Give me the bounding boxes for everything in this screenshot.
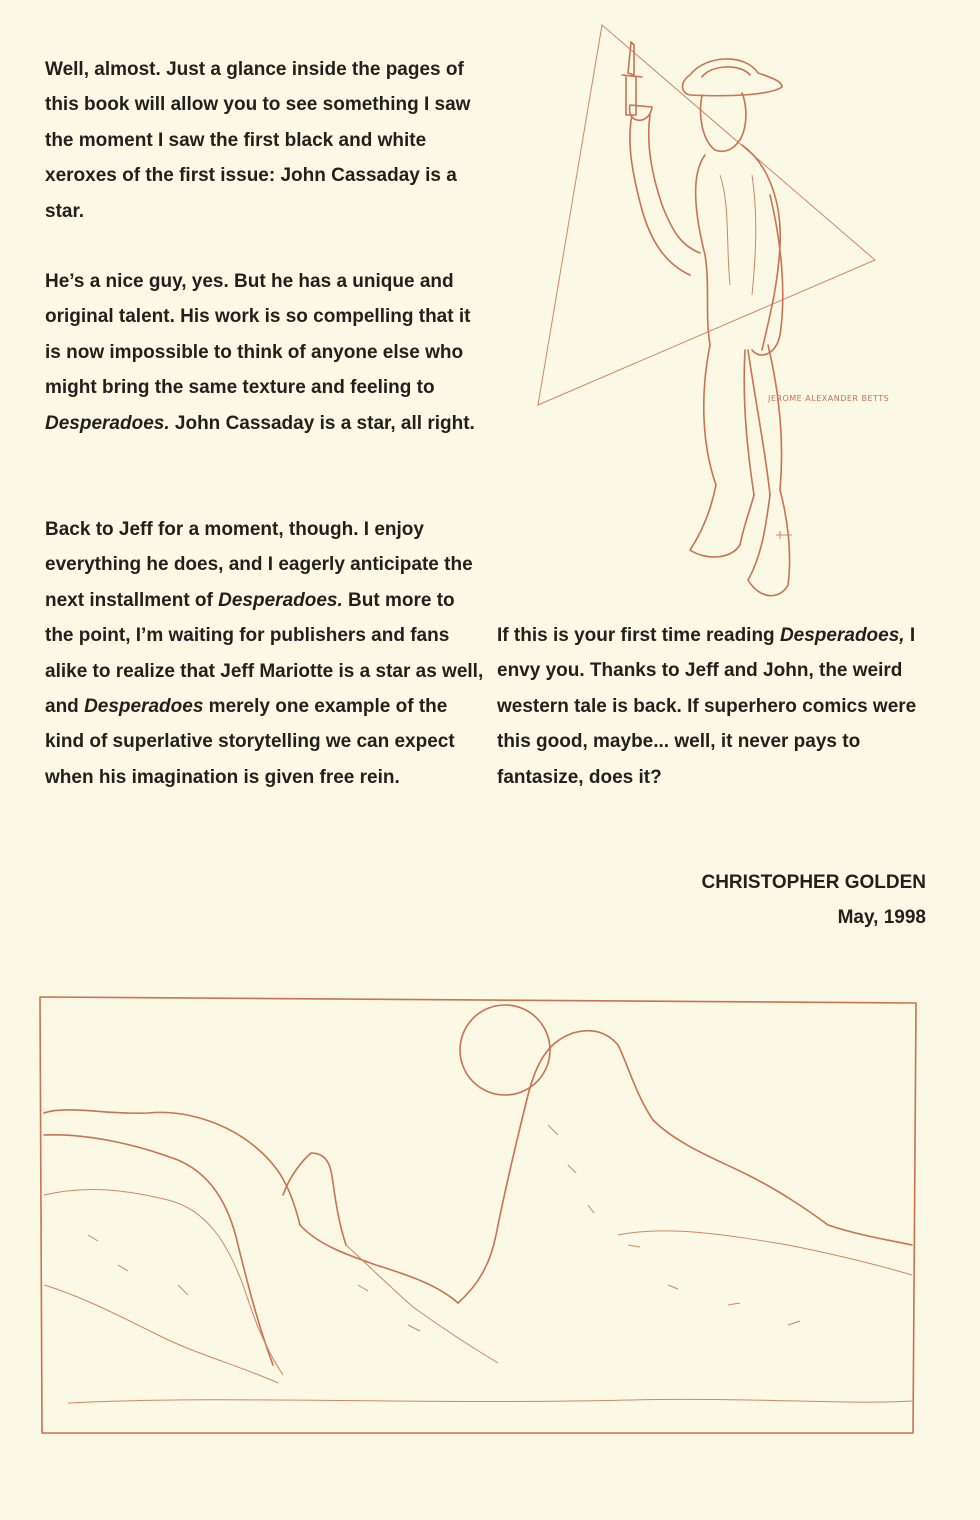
hand-drawing xyxy=(630,105,652,120)
title-desperadoes: Desperadoes. xyxy=(218,589,343,611)
lowered-arm-drawing xyxy=(752,195,783,355)
paragraph-4-text-b: I envy you. Thanks to Jeff and John, the weird western tale is back. If superhero comics were this good, maybe... well, it never pays to fantasize, does it? xyxy=(497,625,917,788)
desert-landscape-illustration xyxy=(28,985,928,1455)
boots-drawing xyxy=(690,485,792,596)
paragraph-4-text-a: If this is your first time reading xyxy=(497,625,780,646)
paragraph-2-text-a: He’s a nice guy, yes. But he has a unique and original talent. His work is so compelling that it is now impossible to think of anyone else who might bring the same texture and feeling to xyxy=(45,271,471,399)
author-date: May, 1998 xyxy=(837,907,926,928)
paragraph-4 xyxy=(497,618,937,795)
paragraph-1: Well, almost. Just a glance inside the pages of this book will allow you to see something I saw the moment I saw the first black and white xeroxes of the first issue: John Cassaday is a star. xyxy=(45,59,471,222)
sun-drawing xyxy=(460,1005,550,1095)
title-desperadoes: Desperadoes. xyxy=(45,412,170,434)
paragraph-3-text-b: But more to the point, I’m waiting for publishers and fans alike to realize that Jeff Mariotte is a star as well, and xyxy=(45,589,484,718)
triangle-outline xyxy=(538,25,875,405)
frame-border xyxy=(40,997,916,1433)
cowboy-figure-illustration xyxy=(530,15,890,615)
paragraph-2 xyxy=(45,264,485,441)
knife-drawing xyxy=(622,42,642,115)
author-name: CHRISTOPHER GOLDEN xyxy=(701,872,926,893)
artist-signature: JEROME ALEXANDER BETTS xyxy=(768,394,890,403)
hat-drawing xyxy=(683,59,783,96)
raised-arm-drawing xyxy=(630,115,700,275)
paragraph-2-text-b: John Cassaday is a star, all right. xyxy=(169,412,475,434)
paragraph-3-text-c: merely one example of the kind of superlative storytelling we can expect when his imagination is given free rein. xyxy=(45,696,455,788)
legs-drawing xyxy=(704,345,782,495)
paragraph-3-text-a: Back to Jeff for a moment, though. I enjoy everything he does, and I eagerly anticipate the next installment of xyxy=(45,519,473,611)
terrain-texture xyxy=(88,1125,800,1331)
title-desperadoes: Desperadoes xyxy=(84,696,204,718)
title-desperadoes: Desperadoes, xyxy=(779,625,905,646)
paragraph-3 xyxy=(45,512,485,795)
